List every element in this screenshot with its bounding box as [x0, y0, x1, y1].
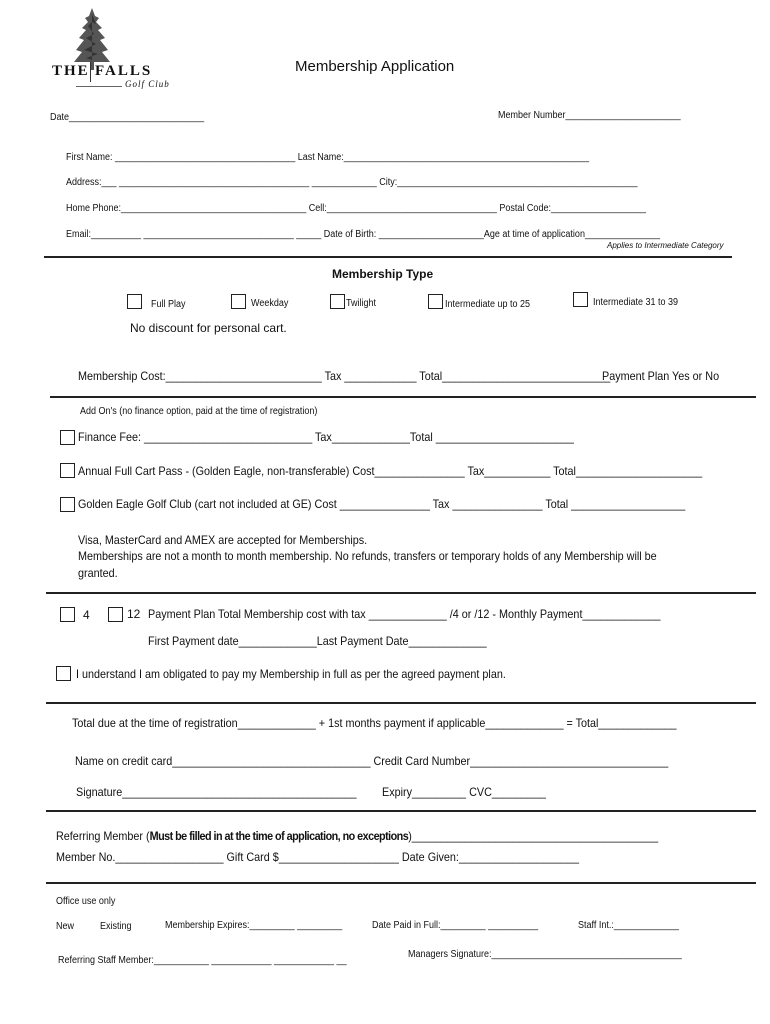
twilight-checkbox[interactable]: [330, 294, 345, 309]
plan-4-label: 4: [83, 608, 90, 622]
name-fields[interactable]: First Name: ____________________________________ Last Name:_________________________________________________: [66, 152, 589, 163]
golden-eagle-line[interactable]: Golden Eagle Golf Club (cart not included at GE) Cost _______________ Tax _______________ Total ___________________: [78, 497, 686, 511]
signature-field[interactable]: Signature_______________________________________: [76, 785, 357, 799]
finance-fee-line[interactable]: Finance Fee: ____________________________ Tax_____________Total _______________________: [78, 430, 574, 444]
office-use-heading: Office use only: [56, 896, 116, 907]
card-notice-3: granted.: [78, 566, 118, 580]
intermediate-note: Applies to Intermediate Category: [607, 241, 724, 250]
date-field[interactable]: Date___________________________: [50, 112, 205, 123]
address-city-fields[interactable]: Address:___ ______________________________________ _____________ City:________________________________________________: [66, 177, 638, 188]
credit-card-line[interactable]: Name on credit card_________________________________ Credit Card Number_________________________________: [75, 754, 669, 768]
intermediate-25-label: Intermediate up to 25: [445, 299, 531, 310]
full-play-checkbox[interactable]: [127, 294, 142, 309]
email-dob-age-fields[interactable]: Email:__________ ______________________________ _____ Date of Birth: _____________________Age at time of application_______________: [66, 229, 661, 240]
office-existing[interactable]: Existing: [100, 921, 132, 932]
referral-field[interactable]: )_________________________________________: [408, 829, 659, 843]
payment-plan-line[interactable]: Payment Plan Total Membership cost with tax _____________ /4 or /12 - Monthly Payment_____________: [148, 607, 661, 621]
plan-12-checkbox[interactable]: [108, 607, 123, 622]
pine-tree-icon: [72, 8, 112, 70]
weekday-checkbox[interactable]: [231, 294, 246, 309]
weekday-label: Weekday: [251, 298, 289, 309]
phone-fields[interactable]: Home Phone:_____________________________________ Cell:__________________________________ Postal Code:___________________: [66, 203, 647, 214]
addons-heading: Add On's (no finance option, paid at the time of registration): [80, 406, 318, 417]
section-divider: [46, 702, 756, 704]
office-new[interactable]: New: [56, 921, 75, 932]
card-notice-2: Memberships are not a month to month membership. No refunds, transfers or temporary holds of any Membership will be: [78, 549, 657, 563]
referring-member-line[interactable]: [56, 829, 658, 843]
logo-word-falls: FALLS: [95, 63, 153, 79]
cart-pass-checkbox[interactable]: [60, 463, 75, 478]
membership-expires-field[interactable]: Membership Expires:_________ _________: [165, 920, 343, 931]
date-paid-field[interactable]: Date Paid in Full:_________ __________: [372, 920, 539, 931]
payment-plan-yes-no[interactable]: Yes or No: [672, 369, 720, 383]
form-title: Membership Application: [295, 58, 455, 75]
membership-type-heading: Membership Type: [332, 267, 434, 281]
section-divider: [46, 592, 756, 594]
membership-cost-line[interactable]: Membership Cost:__________________________ Tax ____________ Total____________________________: [78, 369, 611, 383]
agreement-checkbox[interactable]: [56, 666, 71, 681]
golden-eagle-checkbox[interactable]: [60, 497, 75, 512]
plan-4-checkbox[interactable]: [60, 607, 75, 622]
section-divider: [44, 256, 732, 258]
expiry-cvc-fields[interactable]: Expiry_________ CVC_________: [382, 785, 546, 799]
agreement-text: I understand I am obligated to pay my Membership in full as per the agreed payment plan.: [76, 667, 506, 681]
referring-member-label: Referring Member (: [56, 829, 150, 843]
cart-pass-line[interactable]: Annual Full Cart Pass - (Golden Eagle, non-transferable) Cost_______________ Tax___________ Total_____________________: [78, 464, 703, 478]
discount-note: No discount for personal cart.: [130, 321, 287, 335]
payment-plan-label: Payment Plan: [602, 369, 670, 383]
intermediate-31-39-checkbox[interactable]: [573, 292, 588, 307]
card-notice-1: Visa, MasterCard and AMEX are accepted for Memberships.: [78, 533, 368, 547]
full-play-label: Full Play: [151, 299, 186, 310]
section-divider: [46, 810, 756, 812]
total-due-line[interactable]: Total due at the time of registration_____________ + 1st months payment if applicable_____________ = Total_____________: [72, 716, 677, 730]
plan-12-label: 12: [127, 607, 141, 621]
intermediate-31-39-label: Intermediate 31 to 39: [593, 297, 679, 308]
referring-staff-field[interactable]: Referring Staff Member:___________ ____________ ____________ __: [58, 955, 347, 966]
logo-word-the: THE: [52, 63, 90, 79]
intermediate-25-checkbox[interactable]: [428, 294, 443, 309]
finance-fee-checkbox[interactable]: [60, 430, 75, 445]
payment-dates-line[interactable]: First Payment date_____________Last Payment Date_____________: [148, 634, 487, 648]
twilight-label: Twilight: [346, 298, 377, 309]
member-no-line[interactable]: Member No.__________________ Gift Card $____________________ Date Given:____________________: [56, 850, 580, 864]
staff-initials-field[interactable]: Staff Int.:_____________: [578, 920, 679, 931]
referral-emphasis: Must be filled in at the time of application, no exceptions: [149, 829, 409, 843]
logo-subtitle: Golf Club: [125, 79, 170, 89]
member-number-field[interactable]: Member Number_______________________: [498, 110, 681, 121]
section-divider: [50, 396, 756, 398]
section-divider: [46, 882, 756, 884]
managers-signature-field[interactable]: Managers Signature:______________________________________: [408, 949, 682, 960]
